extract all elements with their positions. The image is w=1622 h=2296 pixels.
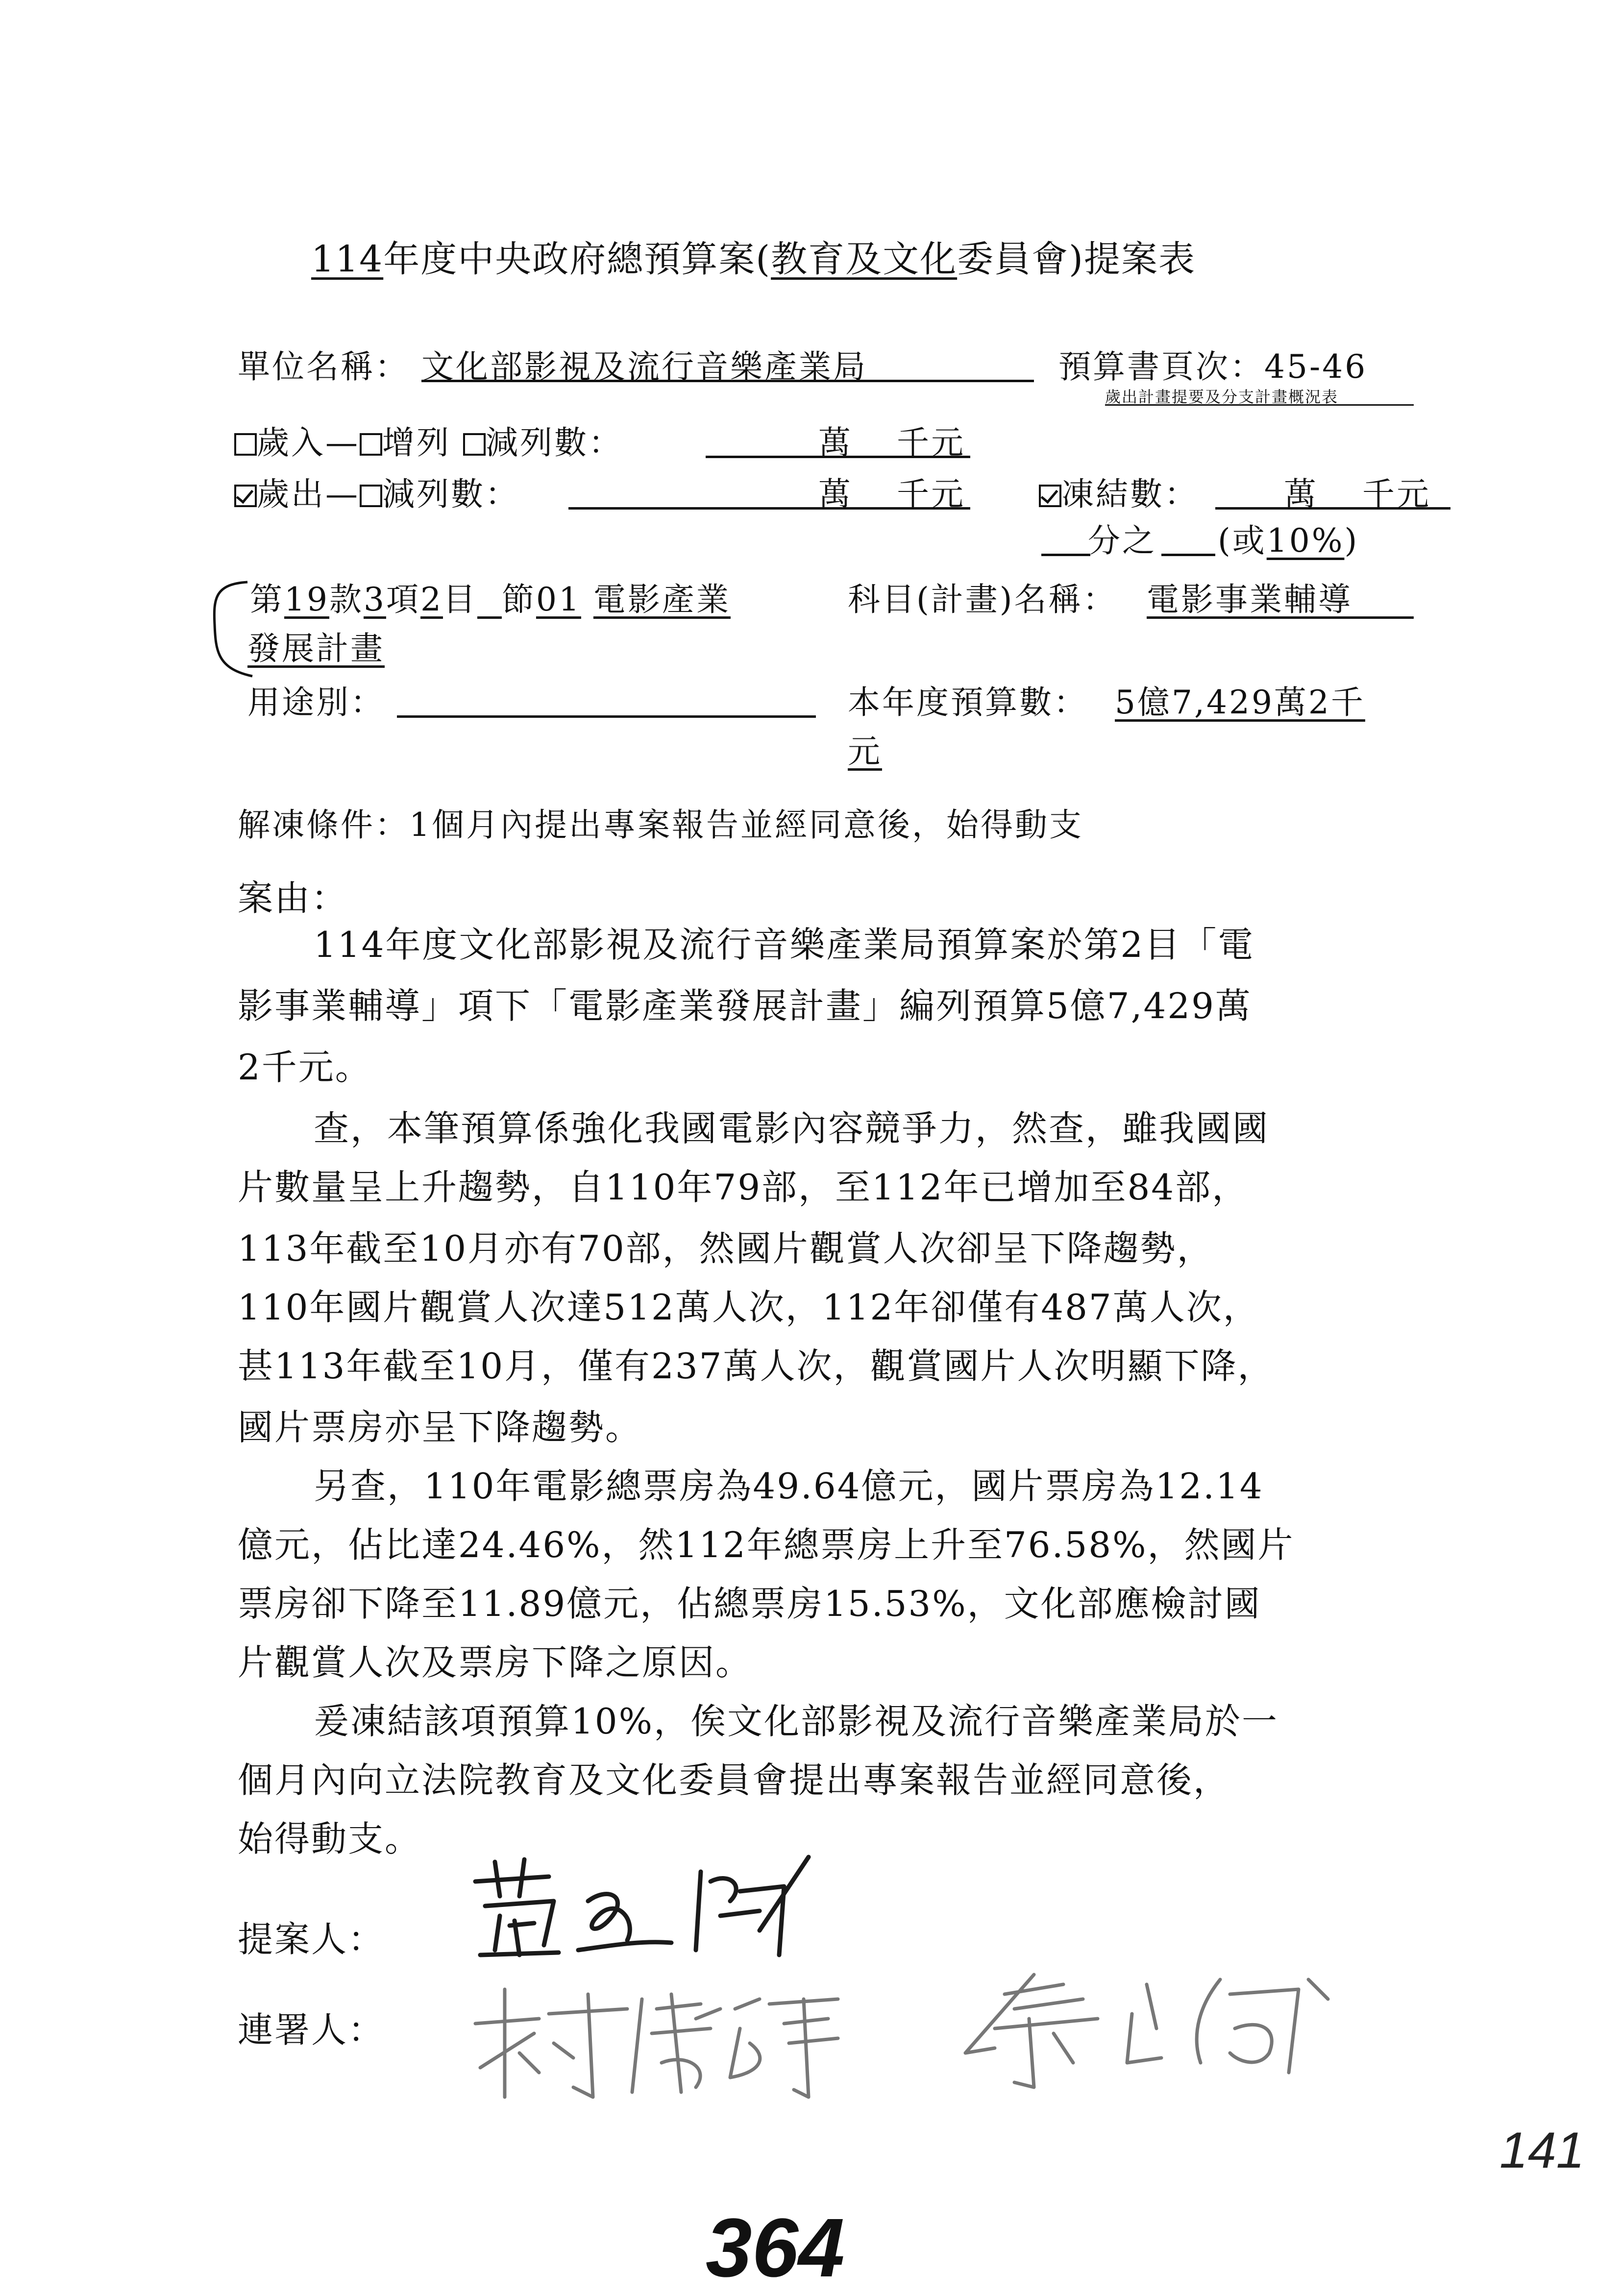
annual-label: 本年度預算數： bbox=[848, 684, 1088, 721]
kuan-value: 19 bbox=[284, 581, 329, 618]
reason-line: 票房卻下降至11.89億元，佔總票房15.53%，文化部應檢討國 bbox=[238, 1583, 1261, 1624]
unit-label: 單位名稱： bbox=[238, 348, 409, 386]
revenue-unit-qian: 千元 bbox=[897, 424, 965, 462]
annual-value: 5億7,429萬2千 bbox=[1115, 684, 1365, 721]
cosigner-label: 連署人： bbox=[238, 2009, 385, 2051]
unit-underline bbox=[421, 380, 1034, 382]
cosigner-signature-1 bbox=[466, 1979, 848, 2102]
fraction-text: 分之 bbox=[1088, 522, 1156, 560]
unit-value: 文化部影視及流行音樂產業局 bbox=[421, 348, 867, 386]
reason-line: 片觀賞人次及票房下降之原因。 bbox=[238, 1642, 753, 1683]
usage-label: 用途別： bbox=[247, 684, 385, 721]
title-end: 委員會)提案表 bbox=[957, 238, 1196, 280]
budget-item-code bbox=[250, 573, 731, 620]
expense-row bbox=[234, 468, 519, 514]
reason-line: 始得動支。 bbox=[238, 1818, 422, 1859]
mu-unit: 目 bbox=[442, 581, 477, 618]
title-year: 114 bbox=[311, 238, 384, 280]
kuan-label: 第 bbox=[250, 581, 284, 618]
budget-page-note: 歲出計畫提要及分支計畫概況表 bbox=[1105, 388, 1339, 406]
ratio-suffix: ) bbox=[1344, 522, 1359, 560]
reason-line: 片數量呈上升趨勢，自110年79部，至112年已增加至84部， bbox=[238, 1167, 1249, 1208]
jie-value: 01 bbox=[536, 581, 581, 618]
revenue-unit-wan: 萬 bbox=[818, 424, 853, 462]
reason-line: 另查，110年電影總票房為49.64億元，國片票房為12.14 bbox=[314, 1466, 1264, 1507]
proposer-label: 提案人： bbox=[238, 1919, 385, 1960]
expense-unit-wan: 萬 bbox=[818, 475, 853, 513]
expense-decrease-label: 減列數： bbox=[382, 475, 519, 513]
budget-note-underline bbox=[1105, 404, 1414, 406]
expense-decrease-checkbox[interactable] bbox=[360, 485, 382, 507]
freeze-checkbox[interactable] bbox=[1039, 485, 1061, 507]
revenue-decrease-checkbox[interactable] bbox=[463, 433, 486, 456]
unfreeze-condition: 解凍條件：1個月內提出專案報告並經同意後，始得動支 bbox=[238, 806, 1083, 844]
expense-label: 歲出— bbox=[257, 475, 360, 513]
reason-line: 114年度文化部影視及流行音樂產業局預算案於第2目「電 bbox=[314, 924, 1255, 965]
ratio-value: 10% bbox=[1266, 522, 1345, 560]
freeze-label: 凍結數： bbox=[1061, 475, 1199, 513]
freeze-unit-qian: 千元 bbox=[1362, 475, 1431, 513]
reason-line: 查，本筆預算係強化我國電影內容競爭力，然查，雖我國國 bbox=[314, 1108, 1270, 1149]
reason-line: 甚113年截至10月，僅有237萬人次，觀賞國片人次明顯下降， bbox=[238, 1345, 1275, 1387]
reason-line: 2千元。 bbox=[238, 1047, 372, 1088]
subject-label: 科目(計畫)名稱： bbox=[848, 581, 1117, 618]
reason-line: 110年國片觀賞人次達512萬人次，112年卻僅有487萬人次， bbox=[238, 1287, 1260, 1328]
freeze-ratio bbox=[1218, 514, 1359, 561]
subject-value: 電影事業輔導 bbox=[1147, 581, 1352, 618]
kuan-unit: 款 bbox=[329, 581, 364, 618]
document-title bbox=[311, 230, 1196, 282]
revenue-increase-checkbox[interactable] bbox=[360, 433, 382, 456]
usage-line bbox=[397, 715, 816, 718]
expense-checkbox[interactable] bbox=[234, 485, 257, 507]
stamp-number: 364 bbox=[706, 2201, 845, 2295]
fraction-denom-line bbox=[1161, 554, 1215, 556]
title-text: 年度中央政府總預算案( bbox=[383, 238, 771, 280]
revenue-checkbox[interactable] bbox=[234, 433, 257, 456]
annual-value-cont: 元 bbox=[848, 733, 882, 770]
reason-line: 億元，佔比達24.46%，然112年總票房上升至76.58%，然國片 bbox=[238, 1524, 1295, 1565]
reason-line: 個月內向立法院教育及文化委員會提出專案報告並經同意後， bbox=[238, 1759, 1230, 1801]
xiang-unit: 項 bbox=[386, 581, 420, 618]
expense-unit-qian: 千元 bbox=[897, 475, 965, 513]
jie-name: 電影產業 bbox=[593, 581, 731, 618]
jie-name-cont: 發展計畫 bbox=[247, 630, 385, 667]
jie-unit: 節 bbox=[501, 581, 536, 618]
revenue-label: 歲入— bbox=[257, 424, 360, 462]
freeze-unit-wan: 萬 bbox=[1284, 475, 1318, 513]
proposer-signature bbox=[466, 1842, 818, 1970]
cosigner-signature-2 bbox=[956, 1965, 1338, 2097]
fraction-numer-line bbox=[1041, 554, 1090, 556]
revenue-row bbox=[234, 416, 623, 463]
reason-line: 爰凍結該項預算10%，俟文化部影視及流行音樂產業局於一 bbox=[314, 1701, 1279, 1742]
ratio-prefix: (或 bbox=[1218, 522, 1267, 560]
reason-label: 案由： bbox=[238, 878, 348, 919]
budget-page-label: 預算書頁次：45-46 bbox=[1058, 348, 1368, 386]
revenue-decrease-label: 減列數： bbox=[485, 424, 623, 462]
freeze-row bbox=[1039, 468, 1199, 514]
reason-line: 國片票房亦呈下降趨勢。 bbox=[238, 1407, 642, 1448]
mu-value: 2 bbox=[420, 581, 443, 618]
title-committee: 教育及文化 bbox=[771, 238, 958, 280]
xiang-value: 3 bbox=[363, 581, 386, 618]
page-number: 141 bbox=[1499, 2122, 1585, 2179]
reason-line: 113年截至10月亦有70部，然國片觀賞人次卻呈下降趨勢， bbox=[238, 1228, 1214, 1269]
revenue-increase-label: 增列 bbox=[382, 424, 451, 462]
reason-line: 影事業輔導」項下「電影產業發展計畫」編列預算5億7,429萬 bbox=[238, 985, 1252, 1026]
